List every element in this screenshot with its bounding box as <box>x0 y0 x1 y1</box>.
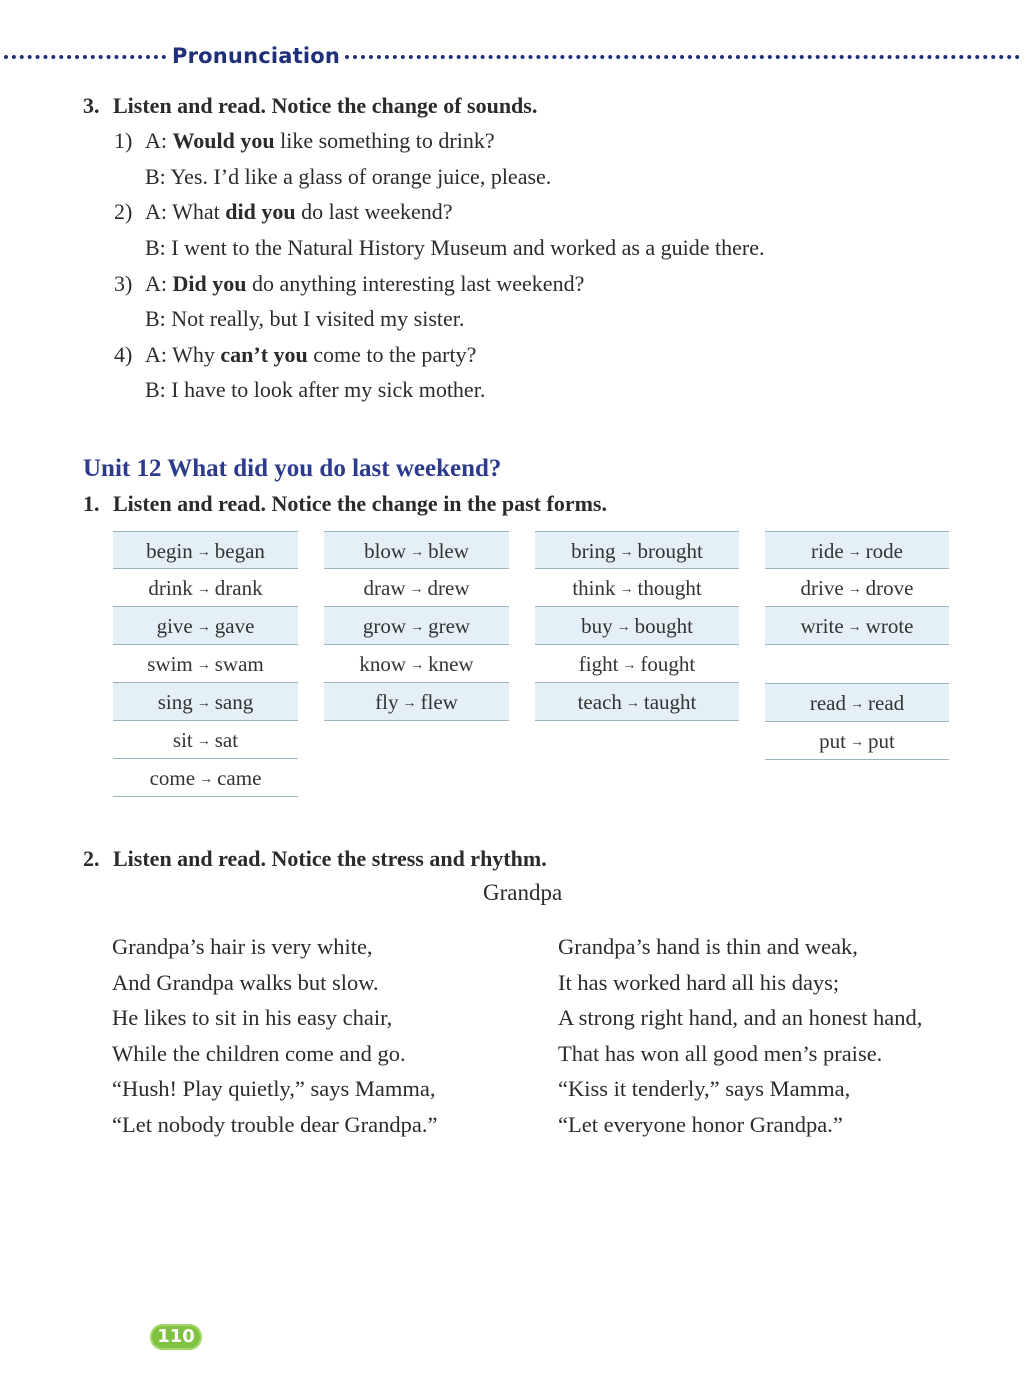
task2-number: 2. <box>83 846 100 871</box>
verb-pair: sit → sat <box>113 721 298 759</box>
verb-pair: draw → drew <box>324 569 509 607</box>
dialogue-number: 1) <box>114 128 133 153</box>
task3-number: 3. <box>83 93 100 118</box>
dialogue-line-b: B: I have to look after my sick mother. <box>145 377 486 402</box>
verb-pair: buy → bought <box>535 607 739 645</box>
task1-heading-text: Listen and read. Notice the change in the past forms. <box>113 491 607 516</box>
header-dots-left <box>4 55 166 67</box>
unit-title: Unit 12 What did you do last weekend? <box>83 455 502 482</box>
verb-pair: teach → taught <box>535 683 739 721</box>
verb-pair: swim → swam <box>113 645 298 683</box>
poem-line: That has won all good men’s praise. <box>558 1040 883 1066</box>
dialogue-number: 2) <box>114 199 133 224</box>
poem-line: Grandpa’s hand is thin and weak, <box>558 934 858 959</box>
verb-pair: grow → grew <box>324 607 509 645</box>
section-title: Pronunciation <box>172 44 341 68</box>
dialogue-number: 4) <box>114 342 133 367</box>
verb-column-1 <box>113 531 298 797</box>
verb-pair-empty <box>765 645 949 683</box>
verb-pair: drink → drank <box>113 569 298 607</box>
dialogue-line-b: B: Yes. I’d like a glass of orange juice, please. <box>145 164 552 189</box>
poem-line: A strong right hand, and an honest hand, <box>558 1005 923 1031</box>
verb-pair: know → knew <box>324 645 509 683</box>
verb-pair: write → wrote <box>765 607 949 645</box>
poem-stanza-right <box>558 929 922 1143</box>
dialogue-line-a: A: Would you like something to drink? <box>145 128 495 153</box>
verb-pair: sing → sang <box>113 683 298 721</box>
dialogue-line-a: A: Why can’t you come to the party? <box>145 342 477 367</box>
dialogue-line-a: A: Did you do anything interesting last weekend? <box>145 271 585 296</box>
poem-line: While the children come and go. <box>112 1040 406 1066</box>
dialogue-number: 3) <box>114 271 133 296</box>
poem-line: “Kiss it tenderly,” says Mamma, <box>558 1076 851 1102</box>
verb-pair: read → read <box>765 683 949 722</box>
poem-stanza-left <box>112 929 438 1143</box>
poem-line: “Hush! Play quietly,” says Mamma, <box>112 1076 436 1102</box>
dialogue-line-b: B: Not really, but I visited my sister. <box>145 306 465 331</box>
verb-pair: fight → fought <box>535 645 739 683</box>
poem-line: It has worked hard all his days; <box>558 969 840 995</box>
poem-line: He likes to sit in his easy chair, <box>112 1005 393 1031</box>
verb-pair: bring → brought <box>535 531 739 569</box>
verb-column-3 <box>535 531 739 721</box>
verb-pair: ride → rode <box>765 531 949 569</box>
verb-column-4 <box>765 531 949 760</box>
task3-heading-text: Listen and read. Notice the change of sounds. <box>113 93 538 118</box>
verb-pair: begin → began <box>113 531 298 569</box>
task2-heading-text: Listen and read. Notice the stress and rhythm. <box>113 846 547 871</box>
dialogue-line-b: B: I went to the Natural History Museum and worked as a guide there. <box>145 235 765 260</box>
dialogue-line-a: A: What did you do last weekend? <box>145 199 453 224</box>
verb-column-2 <box>324 531 509 721</box>
poem-line: “Let everyone honor Grandpa.” <box>558 1111 843 1137</box>
poem-line: Grandpa’s hair is very white, <box>112 934 373 959</box>
poem-line: And Grandpa walks but slow. <box>112 969 379 995</box>
task1-number: 1. <box>83 491 100 516</box>
verb-pair: blow → blew <box>324 531 509 569</box>
verb-pair: fly → flew <box>324 683 509 721</box>
verb-pair: think → thought <box>535 569 739 607</box>
verb-pair: put → put <box>765 722 949 760</box>
verb-pair: give → gave <box>113 607 298 645</box>
task1-heading <box>83 491 607 517</box>
poem-title: Grandpa <box>483 880 563 905</box>
task3-heading <box>83 93 537 119</box>
verb-pair: come → came <box>113 759 298 797</box>
verb-pair: drive → drove <box>765 569 949 607</box>
poem-line: “Let nobody trouble dear Grandpa.” <box>112 1111 438 1137</box>
page-number-badge: 110 <box>150 1324 202 1350</box>
header-dots-right <box>345 55 1020 67</box>
task2-heading <box>83 846 547 872</box>
